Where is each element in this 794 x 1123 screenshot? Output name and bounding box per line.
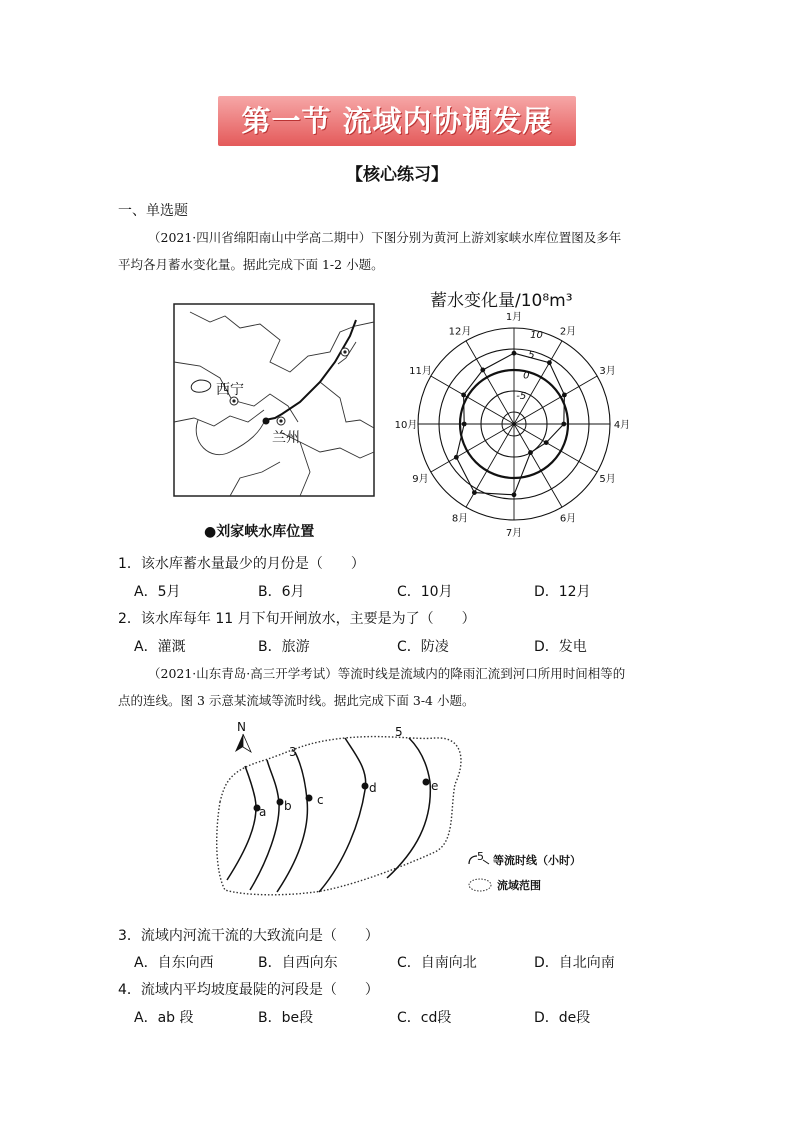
storage-data-point (454, 455, 459, 460)
isochrone-label-3: 3 (289, 745, 297, 759)
q4-option-c[interactable]: C．cd段 (397, 1010, 452, 1026)
q1-option-d[interactable]: D．12月 (534, 584, 591, 600)
month-label: 6月 (559, 513, 577, 525)
storage-data-point (562, 393, 567, 398)
q4-option-b[interactable]: B．be段 (258, 1010, 314, 1026)
storage-data-point (512, 351, 517, 356)
reservoir-marker (263, 418, 270, 425)
point-e (423, 779, 430, 786)
intro1-line1: （2021·四川省绵阳南山中学高二期中）下图分别为黄河上游刘家峡水库位置图及多年 (148, 230, 622, 245)
q3-stem: 3．流域内河流干流的大致流向是（ ） (118, 928, 379, 944)
point-b (277, 799, 284, 806)
month-label: 11月 (409, 366, 432, 377)
q4-option-d[interactable]: D．de段 (534, 1010, 591, 1026)
legend-isochrone-num: 5 (477, 850, 484, 863)
radar-grid (418, 328, 610, 520)
city-xining-label: 西宁 (216, 382, 244, 398)
storage-data-point (544, 440, 549, 445)
section-heading: 一、单选题 (118, 203, 188, 219)
q2-option-c[interactable]: C．防凌 (397, 639, 449, 655)
q2-option-a[interactable]: A．灌溉 (134, 639, 186, 655)
month-label: 2月 (559, 326, 577, 338)
storage-data-point (547, 360, 552, 365)
month-label: 12月 (448, 326, 472, 338)
point-c (306, 795, 313, 802)
q4-option-a[interactable]: A．ab 段 (134, 1010, 194, 1026)
month-label: 10月 (394, 420, 418, 431)
month-label: 7月 (505, 528, 523, 539)
legend-isochrone-symbol (469, 856, 477, 864)
reservoir-location-map (170, 302, 380, 540)
label-d: d (369, 781, 377, 795)
q1-option-b[interactable]: B．6月 (258, 584, 305, 600)
north-arrow-icon (235, 720, 251, 752)
ring-value-label: 10 (530, 329, 543, 341)
chart-title: 蓄水变化量/10⁸m³ (430, 291, 573, 311)
q3-option-b[interactable]: B．自西向东 (258, 955, 338, 971)
legend (469, 850, 581, 892)
basin-isochrone-figure (205, 712, 605, 912)
intro2-line1: （2021·山东青岛·高三开学考试）等流时线是流域内的降雨汇流到河口所用时间相等的 (148, 666, 626, 681)
legend-basin-symbol (469, 879, 491, 891)
qinghai-lake (191, 380, 211, 392)
isochrone-label-5: 5 (395, 725, 403, 739)
point-d (362, 783, 369, 790)
intro1-line2: 平均各月蓄水变化量。据此完成下面 1-2 小题。 (118, 257, 384, 272)
month-label: 5月 (599, 474, 616, 485)
legend-basin-text: 流域范围 (497, 879, 541, 892)
q2-stem: 2．该水库每年 11 月下旬开闸放水，主要是为了（ ） (118, 611, 476, 627)
storage-change-radar-chart (385, 280, 645, 542)
month-label: 9月 (412, 474, 429, 485)
month-label: 4月 (613, 420, 631, 431)
river-points (254, 779, 430, 812)
storage-data-point (480, 368, 485, 373)
month-label: 1月 (505, 312, 523, 323)
q3-option-d[interactable]: D．自北向南 (534, 955, 615, 971)
ring-value-label: 0 (523, 370, 530, 382)
label-b: b (284, 799, 292, 813)
label-e: e (431, 779, 439, 793)
q1-option-c[interactable]: C．10月 (397, 584, 453, 600)
q4-stem: 4．流域内平均坡度最陡的河段是（ ） (118, 982, 379, 998)
q3-option-a[interactable]: A．自东向西 (134, 955, 214, 971)
storage-data-point (561, 422, 566, 427)
storage-data-point (512, 492, 517, 497)
q1-stem: 1．该水库蓄水量最少的月份是（ ） (118, 556, 365, 572)
q2-option-d[interactable]: D．发电 (534, 639, 587, 655)
storage-data-point (472, 490, 477, 495)
map-frame (174, 304, 374, 496)
section-subtitle: 【核心练习】 (346, 165, 448, 185)
q2-option-b[interactable]: B．旅游 (258, 639, 310, 655)
ring-value-label: -5 (516, 390, 527, 402)
month-label: 8月 (451, 513, 469, 525)
storage-data-point (528, 450, 533, 455)
q3-option-c[interactable]: C．自南向北 (397, 955, 477, 971)
isochrones (227, 738, 430, 892)
q1-option-a[interactable]: A．5月 (134, 584, 181, 600)
ring-value-label: 5 (528, 350, 535, 362)
label-c: c (317, 793, 324, 807)
label-a: a (259, 805, 267, 819)
city-lanzhou-label: 兰州 (272, 430, 300, 446)
intro2-line2: 点的连线。图 3 示意某流域等流时线。据此完成下面 3-4 小题。 (118, 693, 475, 708)
storage-data-point (462, 422, 467, 427)
page-title: 第一节 流域内协调发展 (241, 104, 553, 138)
legend-isochrone-text: 等流时线（小时） (493, 854, 581, 867)
storage-data-point (461, 393, 466, 398)
map-caption: ●刘家峡水库位置 (204, 524, 315, 540)
north-label: N (237, 720, 246, 734)
month-label: 3月 (599, 366, 616, 377)
